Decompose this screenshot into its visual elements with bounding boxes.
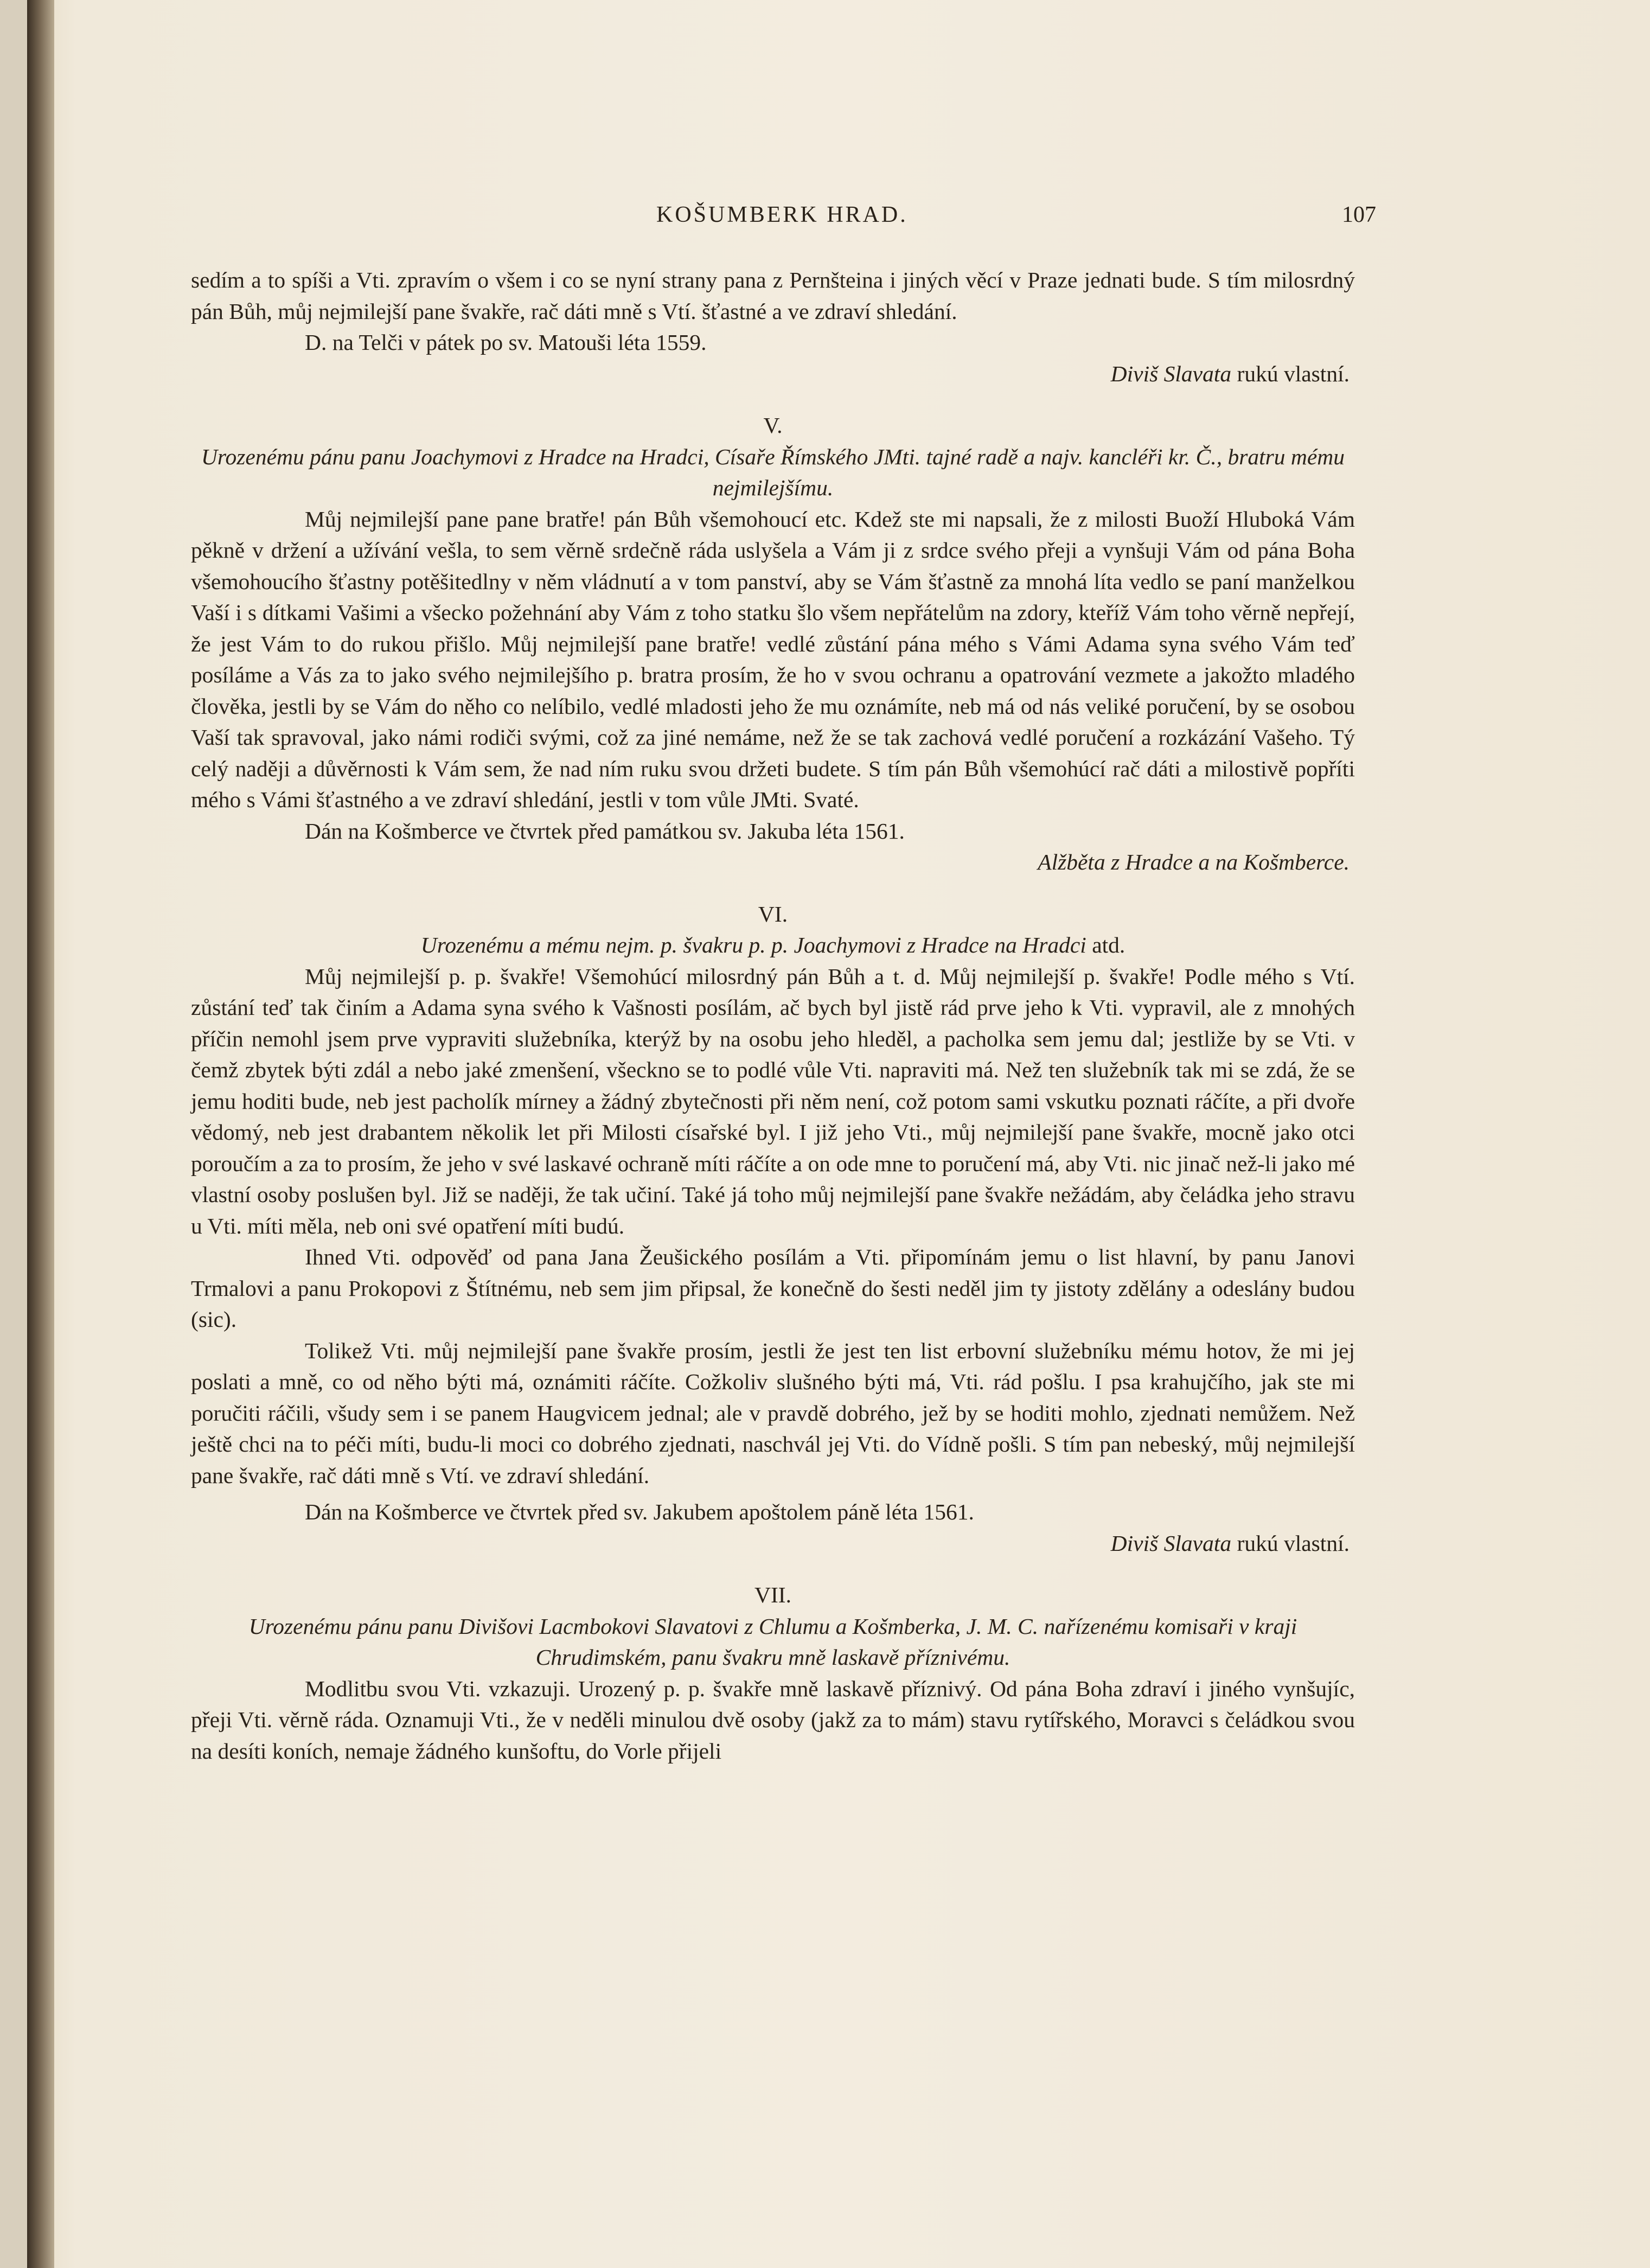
opening-signature-rest: rukú vlastní.	[1231, 361, 1350, 386]
page-body	[191, 265, 1355, 1767]
page-header	[0, 202, 1650, 234]
letter-vii-body: Modlitbu svou Vti. vzkazuji. Urozený p. p. švakře mně laskavě příznivý. Od pána Boha zdraví i jiného vynšujíc, přeji Vti. věrně ráda. Oznamuji Vti., že v neděli minulou dvě osoby (jakž za to mám) stavu rytířského, Moravci s čeládkou svou na desíti koních, nemaje žádného kunšoftu, do Vorle přijeli	[191, 1676, 1355, 1764]
page-gutter	[27, 0, 54, 2268]
letter-vii-number: VII.	[754, 1582, 791, 1607]
letter-v-address: Urozenému pánu panu Joachymovi z Hradce na Hradci, Císaře Římského JMti. tajné radě a najv. kancléři kr. Č., bratru mému nejmilejšímu.	[201, 444, 1345, 500]
letter-vi-body-1: Můj nejmilejší p. p. švakře! Všemohúcí milosrdný pán Bůh a t. d. Můj nejmilejší p. švakře! Podle mého s Vtí. zůstání teď tak činím a Adama syna svého k Vašnosti posílám, ač bych byl jistě rád prve jeho k Vti. vypravil, ale z mnohých příčin nemohl jsem prve vypraviti služebníka, kterýž by na osobu jeho hleděl, a pacholka sem jemu dal; jestliže by se Vti. v čemž zbytek býti zdál a nebo jaké zmenšení, všeckno se to podlé vůle Vti. napraviti má. Než ten služebník tak mi se zdá, že se jemu hoditi bude, neb jest pacholík mírney a žádný zbytečnosti při něm není, což potom sami vskutku poznati ráčíte, a při dvoře vědomý, neb jest drabantem několik let při Milosti císařské byl. I již jeho Vti., můj nejmilejší pane švakře, mocně jako otci poroučím a za to prosím, že jeho v své laskavé ochraně míti ráčíte a on ode mne to poručení má, aby Vti. nic jinač než-li jako mé vlastní osoby poslušen byl. Již se naději, že tak učiní. Také já toho můj nejmilejší pane švakře nežádám, aby čeládka jeho stravu u Vti. míti měla, neb oni své opatření míti budú.	[191, 963, 1355, 1238]
letter-vi-signature	[191, 1528, 1355, 1560]
letter-vi-signature-rest: rukú vlastní.	[1231, 1530, 1350, 1556]
letter-vi-dateline: Dán na Košmberce ve čtvrtek před sv. Jakubem apoštolem páně léta 1561.	[305, 1499, 974, 1524]
opening-signature-name: Diviš Slavata	[1110, 361, 1232, 386]
page-number: 107	[1342, 202, 1376, 227]
opening-signature	[191, 359, 1355, 390]
letter-vi-signature-name: Diviš Slavata	[1110, 1530, 1232, 1556]
letter-vi-body-3: Tolikež Vti. můj nejmilejší pane švakře prosím, jestli že jest ten list erbovní služebníku mému hotov, že mi jej poslati a mně, co od něho býti má, oznámiti ráčíte. Cožkoliv slušného býti má, Vti. rád pošlu. I psa krahujčího, jak ste mi poručiti ráčili, všudy sem i se panem Haugvicem jednal; ale v pravdě dobrého, jež by se hoditi mohlo, zjednati nemůžem. Než ještě chci na to péči míti, budu-li moci co dobrého zjednati, naschvál jej Vti. do Vídně pošli. S tím pan nebeský, můj nejmilejší pane švakře, rač dáti mně s Vtí. ve zdraví shledání.	[191, 1338, 1355, 1488]
letter-vi-number: VI.	[758, 901, 788, 927]
opening-dateline: D. na Telči v pátek po sv. Matouši léta 1559.	[305, 330, 707, 355]
letter-v-signature-text: Alžběta z Hradce a na Košmberce.	[1038, 849, 1350, 874]
letter-v-dateline: Dán na Košmberce ve čtvrtek před památkou sv. Jakuba léta 1561.	[305, 818, 905, 844]
letter-vi-address-tail: atd.	[1086, 932, 1125, 957]
letter-vi-address-italic: Urozenému a mému nejm. p. švakru p. p. Joachymovi z Hradce na Hradci	[420, 932, 1086, 957]
running-title: KOŠUMBERK HRAD.	[656, 202, 908, 227]
letter-vii-address: Urozenému pánu panu Divišovi Lacmbokovi Slavatovi z Chlumu a Košmberka, J. M. C. nařízenému komisaři v kraji Chrudimském, panu švakru mně laskavě příznivému.	[248, 1613, 1297, 1670]
opening-paragraph: sedím a to spíši a Vti. zpravím o všem i co se nyní strany pana z Pernšteina i jiných věcí v Praze jednati bude. S tím milosrdný pán Bůh, můj nejmilejší pane švakře, rač dáti mně s Vtí. šťastné a ve zdraví shledání.	[191, 267, 1355, 324]
letter-vi-body-2: Ihned Vti. odpověď od pana Jana Žeušického posílám a Vti. připomínám jemu o list hlavní, by panu Janovi Trmalovi a panu Prokopovi z Štítnému, neb sem jim připsal, že konečně do šesti neděl jim ty jistoty zdělány a odeslány budou (sic).	[191, 1244, 1355, 1332]
letter-v-signature	[191, 847, 1355, 878]
letter-vi-address	[191, 930, 1355, 961]
letter-v-number: V.	[763, 413, 783, 438]
letter-v-body: Můj nejmilejší pane pane bratře! pán Bůh všemohoucí etc. Kdež ste mi napsali, že z milosti Buoží Hluboká Vám pěkně v držení a užívání vešla, to sem věrně srdečně ráda uslyšela a Vám ji z srdce svého přeji a vynšuji Vám od pána Boha všemohoucího šťastny potěšitedlny v něm vládnutí a v tom panství, aby se Vám šťastně za mnohá líta vedlo se paní manželkou Vaší i s dítkami Vašimi a všecko požehnání aby Vám z toho statku šlo všem nepřátelům na zdory, kteříž Vám toho věrně nepřejí, že jest Vám to do rukou přišlo. Můj nejmilejší pane bratře! vedlé zůstání pána mého s Vámi Adama syna svého Vám teď posíláme a Vás za to jako svého nejmilejšího p. bratra prosím, že ho v svou ochranu a opatrování vezmete a jakožto mladého člověka, jestli by se Vám do něho co nelíbilo, vedlé mladosti jeho že mu oznámíte, neb má od nás veliké poručení, by se osobou Vaší tak spravoval, jako námi rodiči svými, což za jiné nemáme, než že se tak zachová vedlé poručení a rozkázání Vašeho. Tý celý naději a důvěrnosti k Vám sem, že nad ním ruku svou držeti budete. S tím pán Bůh všemohúcí rač dáti a milostivě popříti mého s Vámi šťastného a ve zdraví shledání, jestli v tom vůle JMti. Svaté.	[191, 506, 1355, 812]
